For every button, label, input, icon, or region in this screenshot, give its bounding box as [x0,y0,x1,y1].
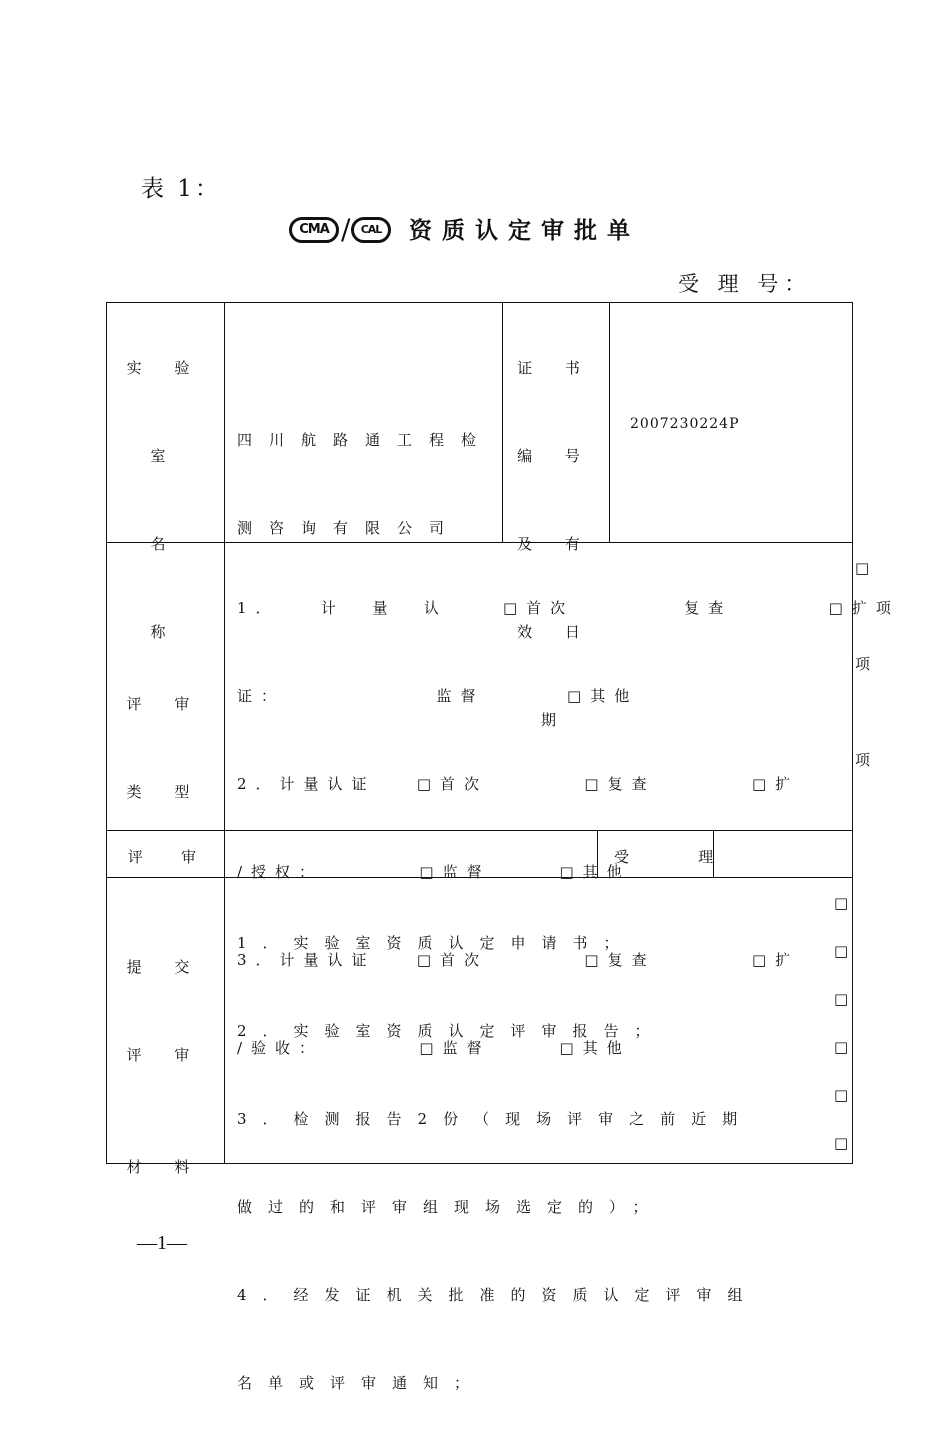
material-checkbox[interactable]: □ [834,1134,849,1152]
material-checkbox[interactable]: □ [834,894,849,912]
page-number: —1— [137,1232,187,1254]
review-type-line: 2．计量认证 □首次 □复查 □扩 [237,775,800,793]
cal-logo: CAL [351,217,391,243]
cert-number-value: 2007230224P [630,416,740,432]
document-title [287,214,647,250]
list-item: 做过的和评审组现场选定的）； [237,1198,664,1216]
overflow-text: 项 [855,655,871,673]
review-type-line: 证： 监督 □其他 [237,687,639,705]
title-text: 资质认定审批单 [409,217,640,244]
lab-name-value: 四川航路通工程检 测咨询有限公司 [237,431,494,537]
review-type-label: 评 审 类 型 [126,695,204,801]
table-label: 表 1： [141,176,221,202]
material-checkbox[interactable]: □ [834,942,849,960]
materials-list [237,893,759,1441]
review-label: 评 审 [127,848,203,866]
acceptance-no-label: 受 理 号： [678,272,812,296]
cert-number-label: 证 书 编 号 及 有 效 日 期 [517,359,594,729]
review-type-line: 3．计量认证 □首次 □复查 □扩 [237,951,800,969]
logo-slash: / [341,213,351,246]
material-checkbox[interactable]: □ [834,990,849,1008]
material-checkbox[interactable]: □ [834,1086,849,1104]
accept-label: 受 理 [614,848,724,866]
overflow-text: 项 [855,751,871,769]
list-item: 4．经发证机关批准的资质认定评审组 [237,1286,759,1304]
cma-logo: CMA [289,217,339,243]
lab-name-label: 实 验 室 名 称 [126,359,204,641]
list-item: 名单或评审通知； [237,1374,486,1392]
materials-label: 提 交 评 审 材 料 [126,958,204,1176]
list-item: 1．实验室资质认定申请书； [237,934,635,952]
material-checkbox[interactable]: □ [834,1038,849,1056]
review-type-line: 1． 计 量 认 □首次 复查 □扩项 [237,599,900,617]
review-type-line: /验收： □监督 □其他 [237,1039,631,1057]
list-item: 3．检测报告2份（现场评审之前近期 [237,1110,754,1128]
overflow-checkbox[interactable]: □ [855,559,870,577]
review-type-line: /授权： □监督 □其他 [237,863,631,881]
list-item: 2．实验室资质认定评审报告； [237,1022,666,1040]
